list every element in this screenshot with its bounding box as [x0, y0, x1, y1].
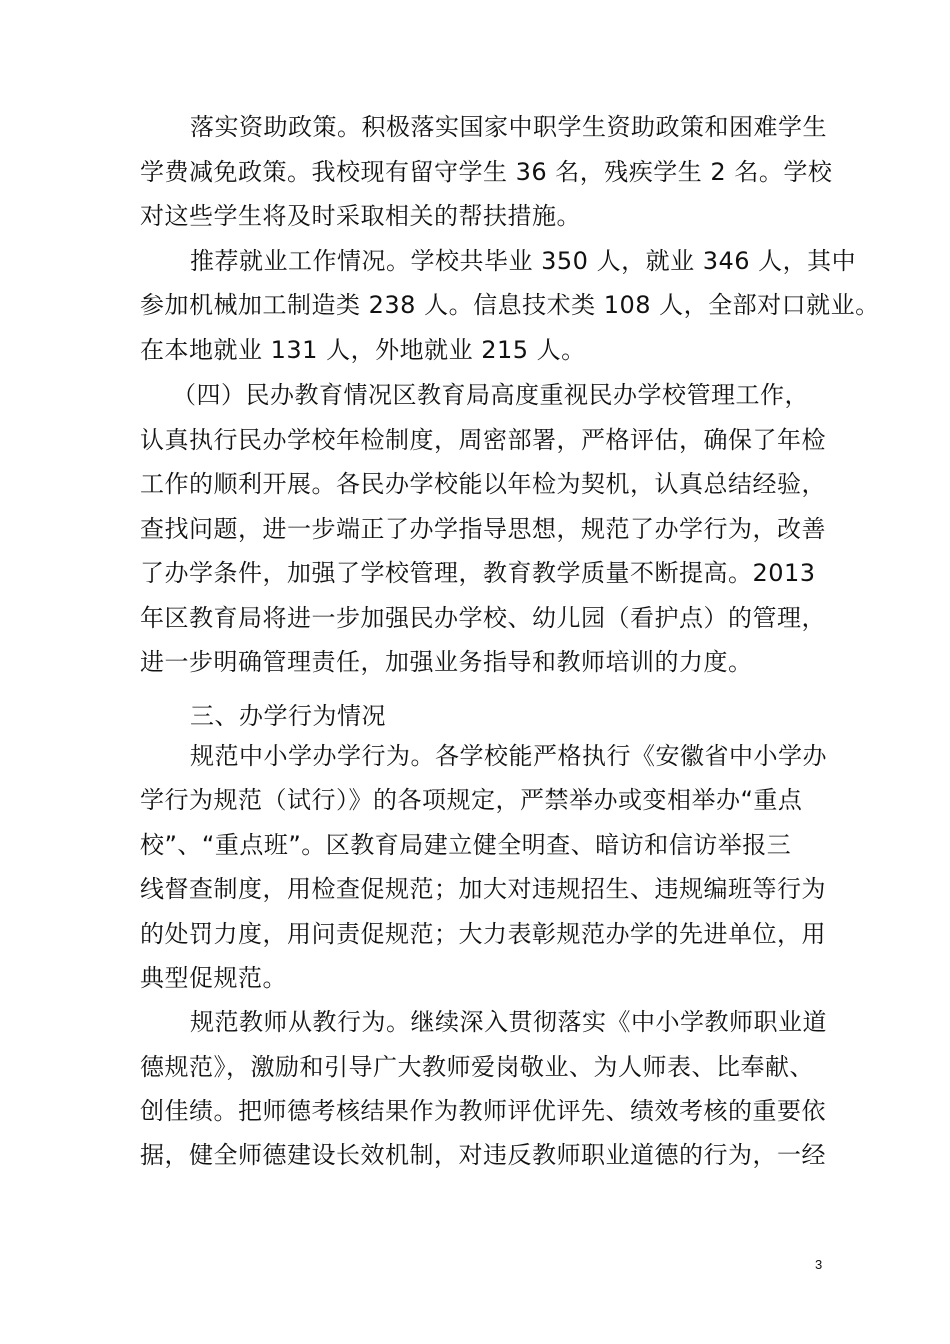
text-line: 工作的顺利开展。各民办学校能以年检为契机，认真总结经验， — [140, 470, 826, 498]
text-line: 线督查制度，用检查促规范；加大对违规招生、违规编班等行为 — [140, 875, 826, 903]
text-line: 校”、“重点班”。区教育局建立健全明查、暗访和信访举报三 — [140, 831, 792, 859]
text-line: 的处罚力度，用问责促规范；大力表彰规范办学的先进单位，用 — [140, 920, 826, 948]
text-line: 推荐就业工作情况。学校共毕业 350 人，就业 346 人，其中 — [190, 247, 857, 275]
text-line: 认真执行民办学校年检制度，周密部署，严格评估，确保了年检 — [140, 426, 826, 454]
text-line: 了办学条件，加强了学校管理，教育教学质量不断提高。2013 — [140, 559, 816, 587]
text-line: 参加机械加工制造类 238 人。信息技术类 108 人，全部对口就业。 — [140, 291, 880, 319]
page-number: 3 — [815, 1257, 823, 1272]
text-line: 在本地就业 131 人，外地就业 215 人。 — [140, 336, 586, 364]
text-line: 学费减免政策。我校现有留守学生 36 名，残疾学生 2 名。学校 — [140, 158, 833, 186]
text-line: 德规范》，激励和引导广大教师爱岗敬业、为人师表、比奉献、 — [140, 1053, 814, 1081]
text-line: 学行为规范（试行）》的各项规定，严禁举办或变相举办“重点 — [140, 786, 803, 814]
text-line: 对这些学生将及时采取相关的帮扶措施。 — [140, 202, 581, 230]
text-line: （四）民办教育情况区教育局高度重视民办学校管理工作， — [172, 381, 809, 409]
text-line: 创佳绩。把师德考核结果作为教师评优评先、绩效考核的重要依 — [140, 1097, 826, 1125]
text-line: 规范中小学办学行为。各学校能严格执行《安徽省中小学办 — [190, 742, 827, 770]
text-line: 典型促规范。 — [140, 964, 287, 992]
text-line: 进一步明确管理责任，加强业务指导和教师培训的力度。 — [140, 648, 753, 676]
text-line: 年区教育局将进一步加强民办学校、幼儿园（看护点）的管理， — [140, 604, 826, 632]
section-heading: 三、办学行为情况 — [190, 702, 386, 730]
text-line: 规范教师从教行为。继续深入贯彻落实《中小学教师职业道 — [190, 1008, 827, 1036]
text-line: 据，健全师德建设长效机制，对违反教师职业道德的行为，一经 — [140, 1141, 826, 1169]
text-line: 查找问题，进一步端正了办学指导思想，规范了办学行为，改善 — [140, 515, 826, 543]
text-line: 落实资助政策。积极落实国家中职学生资助政策和困难学生 — [190, 113, 827, 141]
